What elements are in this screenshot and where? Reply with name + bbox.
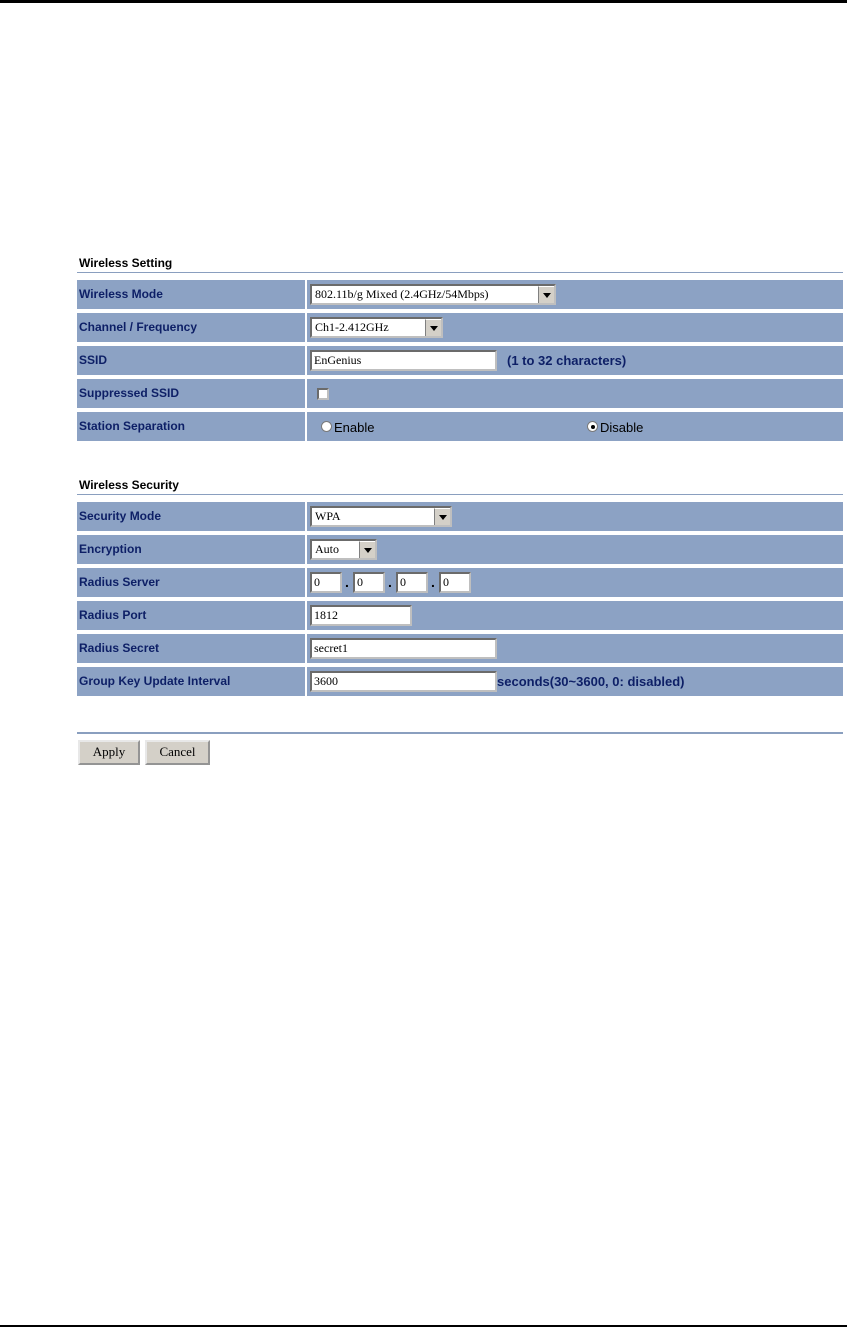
page-bottom-rule [0,1325,847,1327]
row-group-key-interval [77,667,843,696]
encryption-select[interactable] [310,539,377,560]
group-key-interval-label: Group Key Update Interval [77,667,305,696]
security-mode-value: WPA [315,509,341,523]
wireless-setting-divider [77,272,843,273]
ip-separator: . [345,574,349,590]
wireless-mode-label: Wireless Mode [77,280,305,309]
radius-server-octet-4[interactable]: 0 [439,572,471,593]
radius-port-input[interactable]: 1812 [310,605,412,626]
station-separation-label: Station Separation [77,412,305,441]
security-mode-label: Security Mode [77,502,305,531]
row-wireless-mode [77,280,843,309]
radius-port-label: Radius Port [77,601,305,630]
row-suppressed-ssid [77,379,843,408]
row-radius-server [77,568,843,597]
enable-radio-label[interactable]: Enable [334,420,375,435]
cancel-button[interactable]: Cancel [145,740,210,765]
suppressed-ssid-label: Suppressed SSID [77,379,305,408]
security-mode-cell [307,502,843,531]
enable-radio[interactable] [321,421,332,432]
ssid-input[interactable]: EnGenius [310,350,497,371]
channel-cell [307,313,843,342]
apply-button[interactable]: Apply [78,740,140,765]
row-channel [77,313,843,342]
disable-radio[interactable] [587,421,598,432]
chevron-down-icon[interactable] [359,541,375,558]
channel-select[interactable] [310,317,443,338]
suppressed-ssid-checkbox[interactable] [317,388,329,400]
radius-server-octet-2[interactable]: 0 [353,572,385,593]
radius-server-octet-1[interactable]: 0 [310,572,342,593]
row-station-separation [77,412,843,441]
wireless-security-title: Wireless Security [79,478,179,492]
radius-port-cell [307,601,843,630]
ssid-cell [307,346,843,375]
encryption-cell [307,535,843,564]
encryption-label: Encryption [77,535,305,564]
chevron-down-icon[interactable] [434,508,450,525]
encryption-value: Auto [315,542,339,556]
group-key-interval-hint: seconds(30~3600, 0: disabled) [497,674,685,689]
row-encryption [77,535,843,564]
station-separation-cell [307,412,843,441]
wireless-mode-value: 802.11b/g Mixed (2.4GHz/54Mbps) [315,287,489,301]
ip-separator: . [431,574,435,590]
row-radius-secret [77,634,843,663]
wireless-mode-cell [307,280,843,309]
row-ssid [77,346,843,375]
ssid-hint: (1 to 32 characters) [507,353,627,368]
row-radius-port [77,601,843,630]
wireless-mode-select[interactable] [310,284,556,305]
wireless-setting-title: Wireless Setting [79,256,173,270]
chevron-down-icon[interactable] [425,319,441,336]
ssid-label: SSID [77,346,305,375]
radius-server-cell [307,568,843,597]
channel-value: Ch1-2.412GHz [315,320,389,334]
channel-label: Channel / Frequency [77,313,305,342]
suppressed-ssid-cell [307,379,843,408]
radius-secret-cell [307,634,843,663]
security-mode-select[interactable] [310,506,452,527]
disable-radio-label[interactable]: Disable [600,420,644,435]
group-key-interval-cell [307,667,843,696]
radius-secret-label: Radius Secret [77,634,305,663]
chevron-down-icon[interactable] [538,286,554,303]
radius-server-label: Radius Server [77,568,305,597]
wireless-security-divider [77,494,843,495]
page-top-rule [0,0,847,3]
radius-secret-input[interactable]: secret1 [310,638,497,659]
radius-server-octet-3[interactable]: 0 [396,572,428,593]
footer-divider [77,732,843,734]
group-key-interval-input[interactable]: 3600 [310,671,497,692]
ip-separator: . [388,574,392,590]
row-security-mode [77,502,843,531]
